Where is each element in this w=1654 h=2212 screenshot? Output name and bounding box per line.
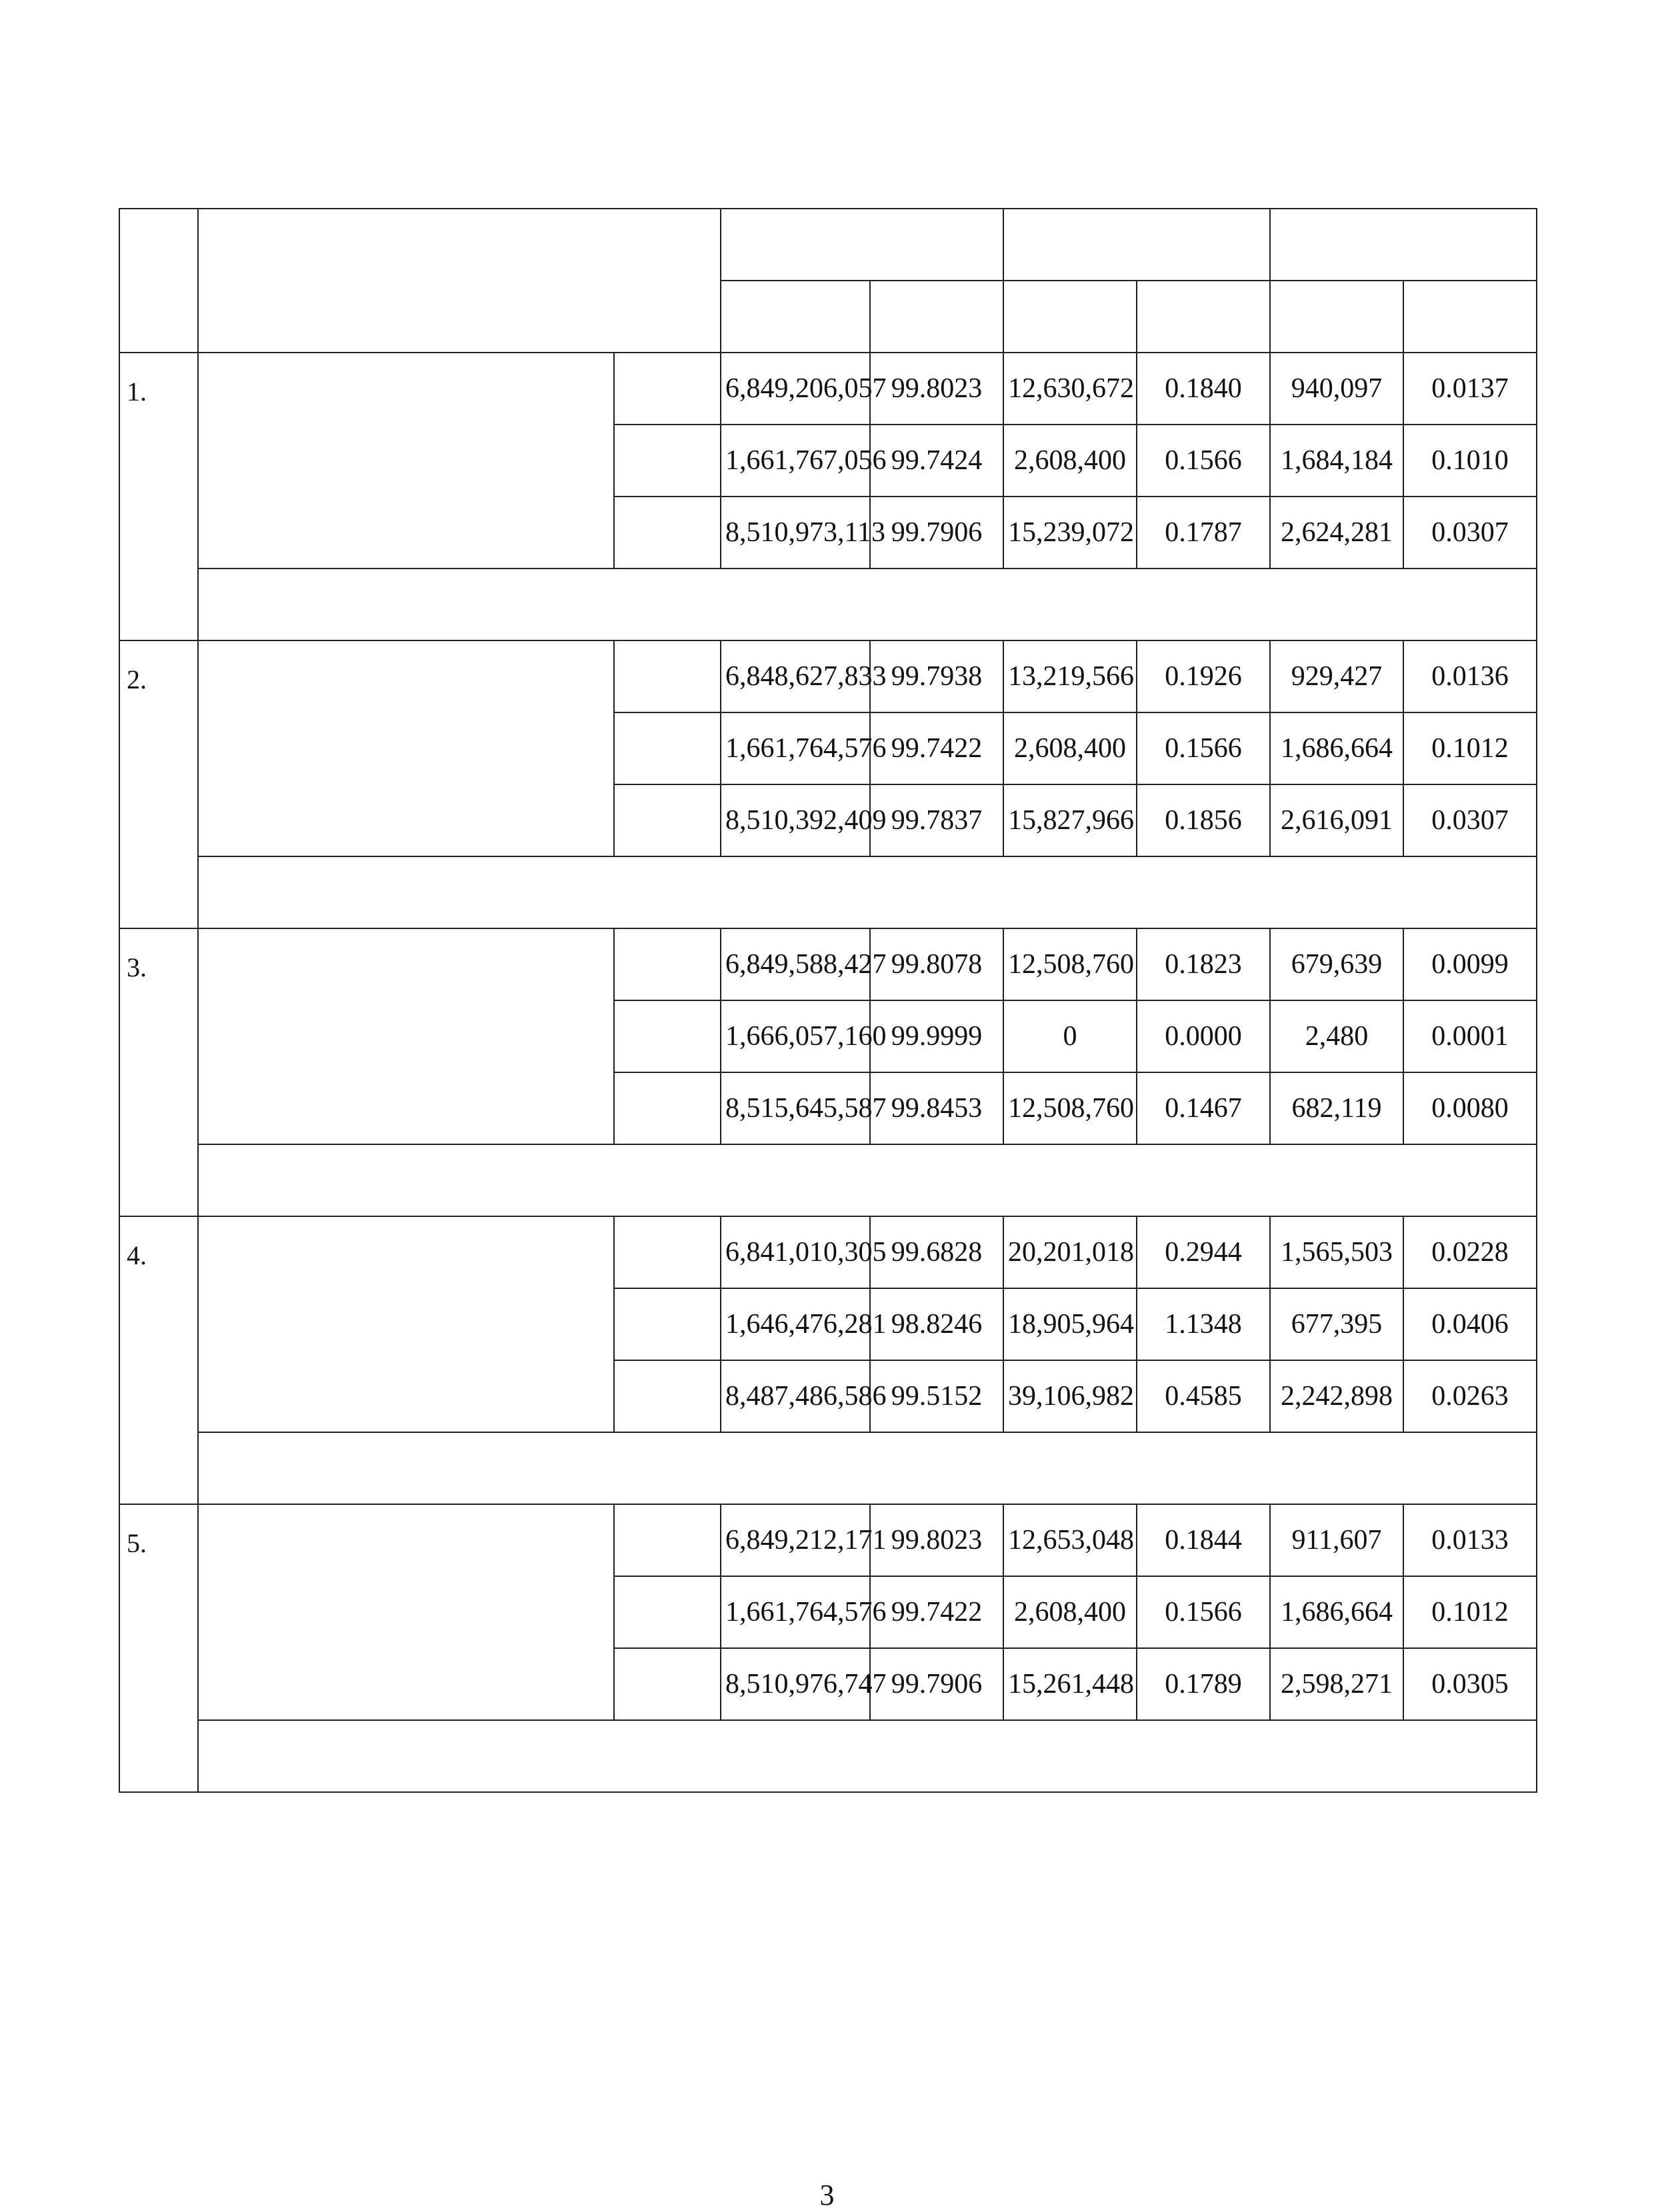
- against-percent-cell: 0.1566: [1137, 712, 1270, 784]
- share-class-label: [614, 1360, 721, 1432]
- header-abstain-shares: [1270, 281, 1403, 353]
- for-shares-cell: 8,510,973,113: [721, 497, 870, 568]
- resolution-note: [198, 856, 1537, 928]
- header-for-shares: [721, 281, 870, 353]
- against-shares-cell: 12,508,760: [1003, 928, 1137, 1000]
- against-percent-cell: 0.1467: [1137, 1072, 1270, 1144]
- abstain-shares-cell: 1,686,664: [1270, 712, 1403, 784]
- abstain-shares-cell: 2,242,898: [1270, 1360, 1403, 1432]
- against-shares-cell: 15,827,966: [1003, 784, 1137, 856]
- for-shares-cell: 1,661,764,576: [721, 712, 870, 784]
- resolution-title: [198, 1216, 614, 1432]
- for-shares-cell: 8,510,392,409: [721, 784, 870, 856]
- resolution-note: [198, 1720, 1537, 1792]
- for-shares-cell: 1,646,476,281: [721, 1288, 870, 1360]
- resolution-title: [198, 928, 614, 1144]
- abstain-shares-cell: 682,119: [1270, 1072, 1403, 1144]
- table-row: [119, 928, 1537, 1000]
- share-class-label: [614, 712, 721, 784]
- header-no: [119, 209, 198, 353]
- against-shares-cell: 18,905,964: [1003, 1288, 1137, 1360]
- resolution-note-row: [119, 568, 1537, 640]
- resolution-note-row: [119, 1720, 1537, 1792]
- against-shares-cell: 12,630,672: [1003, 353, 1137, 425]
- for-percent-cell: 99.7837: [870, 784, 1003, 856]
- header-for: [721, 209, 1003, 281]
- abstain-shares-cell: 679,639: [1270, 928, 1403, 1000]
- abstain-percent-cell: 0.0136: [1403, 640, 1537, 712]
- resolution-note-row: [119, 856, 1537, 928]
- against-shares-cell: 2,608,400: [1003, 425, 1137, 497]
- for-percent-cell: 99.7906: [870, 497, 1003, 568]
- header-row-groups: [119, 209, 1537, 281]
- resolution-number: 4.: [119, 1216, 198, 1504]
- for-percent-cell: 99.6828: [870, 1216, 1003, 1288]
- abstain-percent-cell: 0.0406: [1403, 1288, 1537, 1360]
- share-class-label: [614, 784, 721, 856]
- for-shares-cell: 8,487,486,586: [721, 1360, 870, 1432]
- share-class-label: [614, 425, 721, 497]
- against-percent-cell: 1.1348: [1137, 1288, 1270, 1360]
- resolution-title: [198, 1504, 614, 1720]
- for-percent-cell: 99.8453: [870, 1072, 1003, 1144]
- for-shares-cell: 8,510,976,747: [721, 1648, 870, 1720]
- share-class-label: [614, 497, 721, 568]
- abstain-percent-cell: 0.0305: [1403, 1648, 1537, 1720]
- against-shares-cell: 15,239,072: [1003, 497, 1137, 568]
- abstain-percent-cell: 0.0001: [1403, 1000, 1537, 1072]
- header-resolution: [198, 209, 721, 353]
- abstain-shares-cell: 1,684,184: [1270, 425, 1403, 497]
- resolution-number: 2.: [119, 640, 198, 928]
- resolution-note: [198, 568, 1537, 640]
- share-class-label: [614, 1072, 721, 1144]
- abstain-percent-cell: 0.0099: [1403, 928, 1537, 1000]
- abstain-shares-cell: 929,427: [1270, 640, 1403, 712]
- against-shares-cell: 2,608,400: [1003, 1576, 1137, 1648]
- against-percent-cell: 0.1787: [1137, 497, 1270, 568]
- for-percent-cell: 99.5152: [870, 1360, 1003, 1432]
- resolution-number: 3.: [119, 928, 198, 1216]
- share-class-label: [614, 1216, 721, 1288]
- for-percent-cell: 99.7422: [870, 712, 1003, 784]
- abstain-percent-cell: 0.0307: [1403, 497, 1537, 568]
- for-shares-cell: 6,841,010,305: [721, 1216, 870, 1288]
- abstain-shares-cell: 2,624,281: [1270, 497, 1403, 568]
- abstain-percent-cell: 0.1010: [1403, 425, 1537, 497]
- for-percent-cell: 99.8023: [870, 1504, 1003, 1576]
- abstain-percent-cell: 0.0080: [1403, 1072, 1537, 1144]
- header-for-percent: [870, 281, 1003, 353]
- against-percent-cell: 0.0000: [1137, 1000, 1270, 1072]
- header-against-percent: [1137, 281, 1270, 353]
- for-shares-cell: 6,849,206,057: [721, 353, 870, 425]
- table-row: [119, 1504, 1537, 1576]
- for-shares-cell: 1,666,057,160: [721, 1000, 870, 1072]
- abstain-percent-cell: 0.0133: [1403, 1504, 1537, 1576]
- resolution-number: 5.: [119, 1504, 198, 1792]
- table-row: [119, 640, 1537, 712]
- abstain-percent-cell: 0.1012: [1403, 1576, 1537, 1648]
- against-shares-cell: 12,653,048: [1003, 1504, 1137, 1576]
- for-shares-cell: 8,515,645,587: [721, 1072, 870, 1144]
- for-percent-cell: 99.8023: [870, 353, 1003, 425]
- abstain-shares-cell: 677,395: [1270, 1288, 1403, 1360]
- for-shares-cell: 1,661,764,576: [721, 1576, 870, 1648]
- resolution-note: [198, 1432, 1537, 1504]
- against-percent-cell: 0.1823: [1137, 928, 1270, 1000]
- against-shares-cell: 0: [1003, 1000, 1137, 1072]
- for-percent-cell: 98.8246: [870, 1288, 1003, 1360]
- against-shares-cell: 13,219,566: [1003, 640, 1137, 712]
- abstain-percent-cell: 0.0263: [1403, 1360, 1537, 1432]
- abstain-percent-cell: 0.1012: [1403, 712, 1537, 784]
- header-abstain: [1270, 209, 1537, 281]
- resolution-note-row: [119, 1432, 1537, 1504]
- abstain-percent-cell: 0.0137: [1403, 353, 1537, 425]
- for-shares-cell: 6,848,627,833: [721, 640, 870, 712]
- against-percent-cell: 0.1926: [1137, 640, 1270, 712]
- against-percent-cell: 0.1840: [1137, 353, 1270, 425]
- abstain-shares-cell: 2,480: [1270, 1000, 1403, 1072]
- against-shares-cell: 12,508,760: [1003, 1072, 1137, 1144]
- table-row: [119, 353, 1537, 425]
- for-percent-cell: 99.7906: [870, 1648, 1003, 1720]
- resolution-note: [198, 1144, 1537, 1216]
- against-percent-cell: 0.2944: [1137, 1216, 1270, 1288]
- against-percent-cell: 0.1844: [1137, 1504, 1270, 1576]
- share-class-label: [614, 640, 721, 712]
- share-class-label: [614, 1648, 721, 1720]
- against-shares-cell: 15,261,448: [1003, 1648, 1137, 1720]
- header-against: [1003, 209, 1270, 281]
- share-class-label: [614, 1504, 721, 1576]
- abstain-shares-cell: 2,598,271: [1270, 1648, 1403, 1720]
- share-class-label: [614, 353, 721, 425]
- against-shares-cell: 39,106,982: [1003, 1360, 1137, 1432]
- for-percent-cell: 99.8078: [870, 928, 1003, 1000]
- abstain-percent-cell: 0.0307: [1403, 784, 1537, 856]
- against-percent-cell: 0.1789: [1137, 1648, 1270, 1720]
- abstain-percent-cell: 0.0228: [1403, 1216, 1537, 1288]
- resolution-note-row: [119, 1144, 1537, 1216]
- resolution-title: [198, 640, 614, 856]
- for-percent-cell: 99.9999: [870, 1000, 1003, 1072]
- abstain-shares-cell: 940,097: [1270, 353, 1403, 425]
- for-percent-cell: 99.7938: [870, 640, 1003, 712]
- resolution-number: 1.: [119, 353, 198, 640]
- share-class-label: [614, 1000, 721, 1072]
- resolution-title: [198, 353, 614, 568]
- table-row: [119, 1216, 1537, 1288]
- against-shares-cell: 2,608,400: [1003, 712, 1137, 784]
- abstain-shares-cell: 1,686,664: [1270, 1576, 1403, 1648]
- abstain-shares-cell: 911,607: [1270, 1504, 1403, 1576]
- abstain-shares-cell: 2,616,091: [1270, 784, 1403, 856]
- share-class-label: [614, 1288, 721, 1360]
- for-percent-cell: 99.7422: [870, 1576, 1003, 1648]
- abstain-shares-cell: 1,565,503: [1270, 1216, 1403, 1288]
- share-class-label: [614, 1576, 721, 1648]
- against-shares-cell: 20,201,018: [1003, 1216, 1137, 1288]
- for-shares-cell: 1,661,767,056: [721, 425, 870, 497]
- voting-results-table: [119, 208, 1537, 1793]
- for-shares-cell: 6,849,588,427: [721, 928, 870, 1000]
- against-percent-cell: 0.1566: [1137, 1576, 1270, 1648]
- for-shares-cell: 6,849,212,171: [721, 1504, 870, 1576]
- header-against-shares: [1003, 281, 1137, 353]
- against-percent-cell: 0.4585: [1137, 1360, 1270, 1432]
- against-percent-cell: 0.1566: [1137, 425, 1270, 497]
- voting-results-body: [119, 353, 1537, 1792]
- page-number: 3: [819, 2179, 835, 2211]
- header-abstain-percent: [1403, 281, 1537, 353]
- against-percent-cell: 0.1856: [1137, 784, 1270, 856]
- share-class-label: [614, 928, 721, 1000]
- for-percent-cell: 99.7424: [870, 425, 1003, 497]
